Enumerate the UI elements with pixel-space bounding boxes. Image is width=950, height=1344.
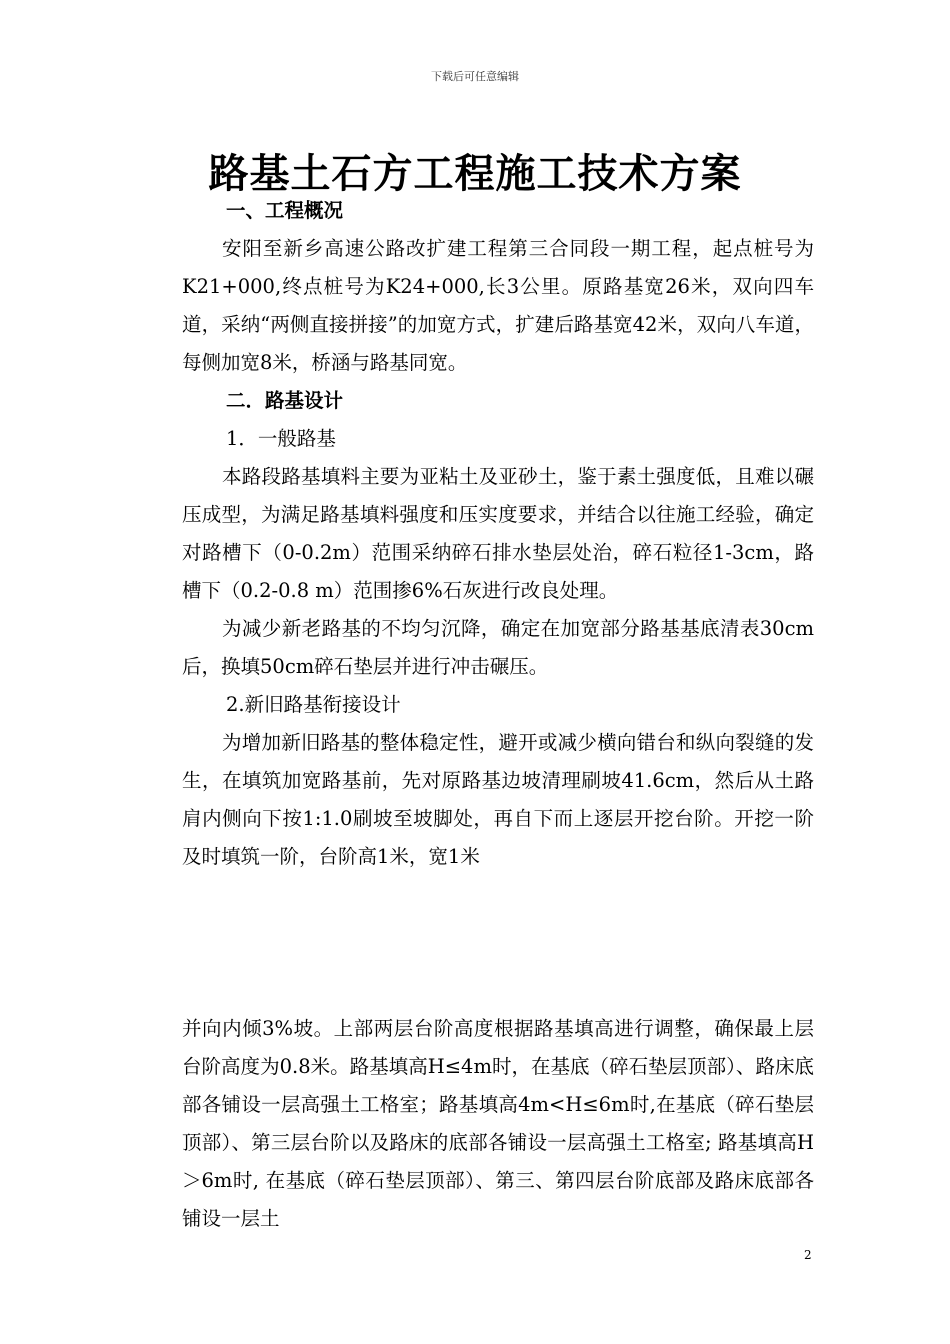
header-note: 下载后可任意编辑 <box>431 70 519 83</box>
paragraph-overview: 安阳至新乡高速公路改扩建工程第三合同段一期工程，起点桩号为K21+000,终点桩号为K24+000,长3公里。原路基宽26米，双向四车道，采纳“两侧直接拼接”的加宽方式，扩建后路基宽42米，双向八车道，每侧加宽8米，桥涵与路基同宽。 <box>182 237 814 374</box>
section-heading-overview: 一、工程概况 <box>226 199 344 222</box>
paragraph-settlement: 为减少新老路基的不均匀沉降，确定在加宽部分路基基底清表30cm后，换填50cm碎石垫层并进行冲击碾压。 <box>182 617 814 678</box>
paragraph-joint-design: 为增加新旧路基的整体稳定性，避开或减少横向错台和纵向裂缝的发生，在填筑加宽路基前，先对原路基边坡清理刷坡41.6cm，然后从土路肩内侧向下按1:1.0刷坡至坡脚处，再自下而上逐层开挖台阶。开挖一阶及时填筑一阶，台阶高1米，宽1米 <box>182 731 814 868</box>
section-heading-design: 二．路基设计 <box>226 389 344 412</box>
content-block-bottom <box>182 1010 814 1238</box>
page-number: 2 <box>804 1248 812 1262</box>
subheading-joint-design: 2.新旧路基衔接设计 <box>226 693 401 716</box>
document-title: 路基土石方工程施工技术方案 <box>208 150 742 197</box>
paragraph-fill-material: 本路段路基填料主要为亚粘土及亚砂土，鉴于素土强度低，且难以碾压成型，为满足路基填料强度和压实度要求，并结合以往施工经验，确定对路槽下（0-0.2m）范围采纳碎石排水垫层处治，碎石粒径1-3cm，路槽下（0.2-0.8 m）范围掺6%石灰进行改良处理。 <box>182 465 814 602</box>
subheading-general-subgrade: 1．一般路基 <box>226 427 336 450</box>
content-block-top <box>182 192 814 876</box>
paragraph-continuation: 并向内倾3%坡。上部两层台阶高度根据路基填高进行调整，确保最上层台阶高度为0.8米。路基填高H≤4m时，在基底（碎石垫层顶部）、路床底部各铺设一层高强土工格室；路基填高4m<H≤6m时,在基底（碎石垫层顶部）、第三层台阶以及路床的底部各铺设一层高强土工格室; 路基填高H＞6m时, 在基底（碎石垫层顶部）、第三、第四层台阶底部及路床底部各铺设一层土 <box>182 1017 814 1230</box>
